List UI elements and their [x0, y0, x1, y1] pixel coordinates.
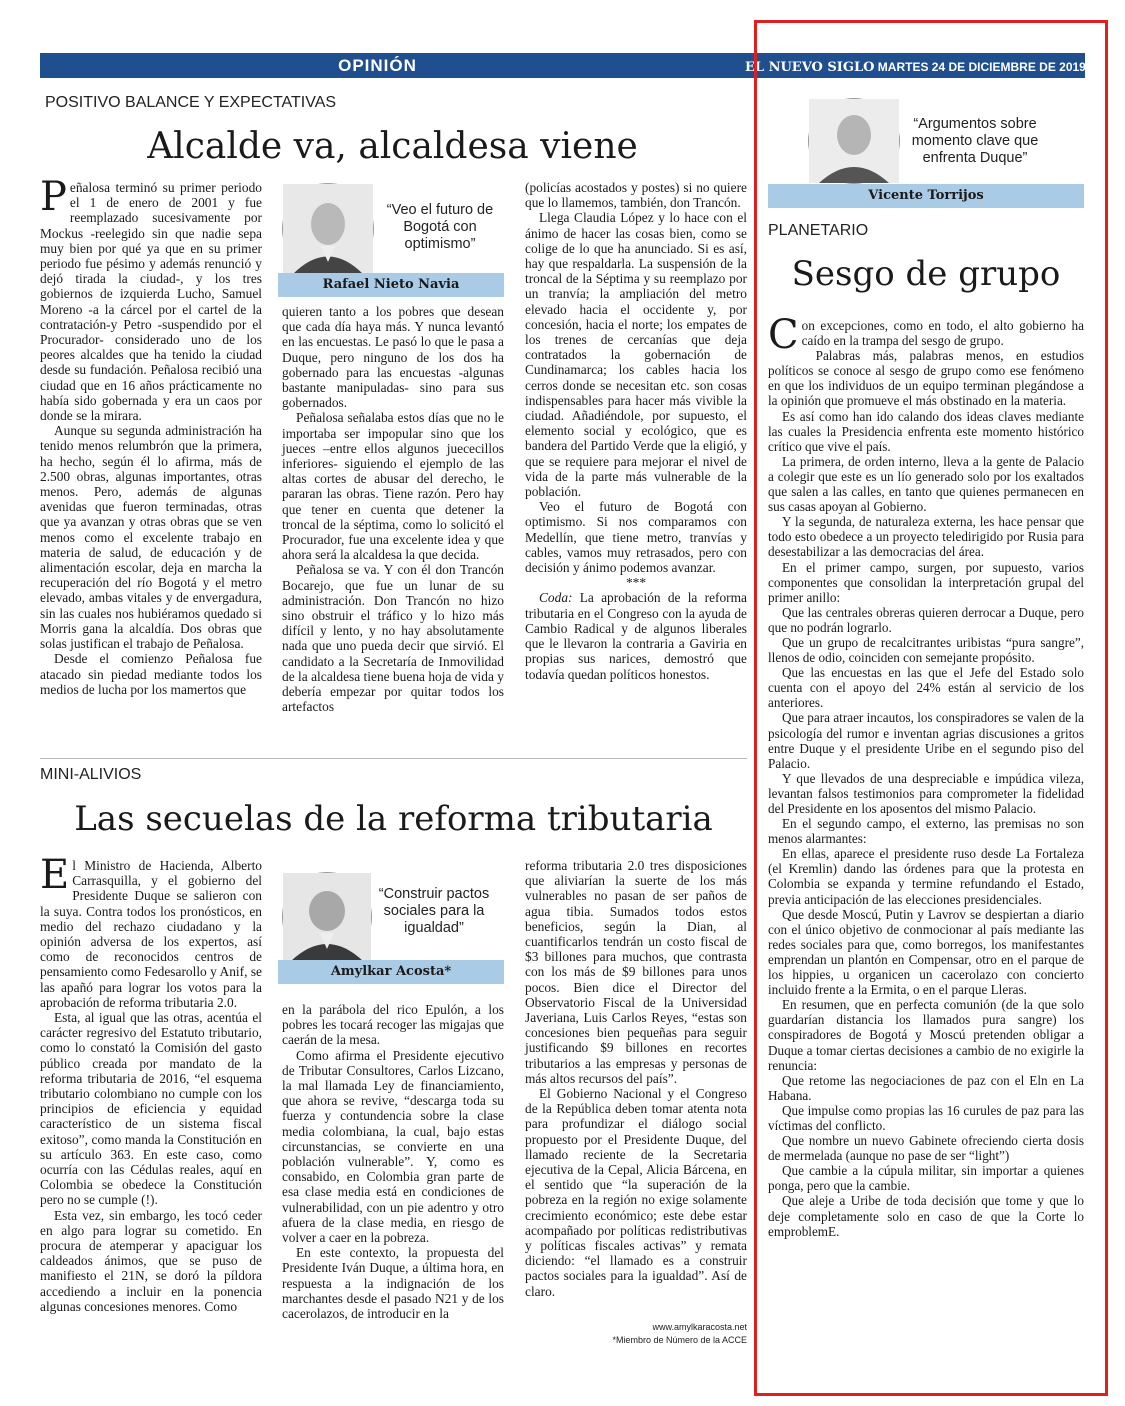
article3-paragraph: Que las centrales obreras quieren derrocar a Duque, pero que no podrán lograrlo.	[768, 604, 1084, 635]
article1-headline: Alcalde va, alcaldesa viene	[147, 126, 638, 167]
article3-body: Con excepciones, como en todo, el alto gobierno ha caído en la trampa del sesgo de grupo. Palabras más, palabras menos, en estudios políticos se conoce al sesgo de grupo como ese fenómeno en que los individuos de un equipo terminan plegándose a la opinión que promueve el más obstinado en la materia. Es así como han ido calando dos ideas claves mediante las cuales la Presidencia enfrenta este momento histórico crítico que vive el país. La primera, de orden interno, lleva a la gente de Palacio a colegir que este es un lío generado solo por los exaltados que salen a las calles, en tanto que quienes permanecen en sus casas apoyan al Gobierno. Y la segunda, de naturaleza externa, les hace pensar que todo esto obedece a un proyecto teledirigido por Rusia para desestabilizar a las democracias del área. En el primer campo, surgen, por supuesto, varios componentes que consolidan la interpretación grupal del primer anillo: Que las centrales obreras quieren derrocar a Duque, pero que no podrán lograrlo. Que un grupo de recalcitrantes uribistas “pura sangre”, llenos de odio, coinciden con semejante propósito. Que las encuestas en las que el Jefe del Estado solo cuenta con el apoyo del 24% están al servicio de los anteriores. Que para atraer incautos, los conspiradores se valen de la psicología del rumor e inventan agrias discusiones a gritos entre Duque y el presidente Uribe en el segundo piso del Palacio. Y que llevados de una despreciable e impúdica vileza, levantan falsos testimonios para comprometer la fidelidad del Presidente en los aposentos del mismo Palacio. En el segundo campo, el externo, las premisas no son menos alarmantes: En ellas, aparece el presidente ruso desde La Fortaleza (el Kremlin) dando las órdenes para que la protesta en Colombia se expanda y termine refundando el Estado, previa anticipación de las elecciones presidenciales. Que desde Moscú, Putin y Lavrov se despiertan a diario con el único objetivo de conmocionar al país mediante las redes sociales para que, como borregos, los manifestantes emprendan un plantón en Compensar, otro en el parque de los hippies, u organicen un cacerolazo con concierto incluido frente a la Ermita, o en el parque Lleras. En resumen, que en perfecta comunión (de la que solo guardarían distancia los llamados pura sangre) los conspiradores de Bogotá y Moscú pretenden obligar a Duque a tomar ciertas decisiones a cambio de no exigirle la renuncia: Que retome las negociaciones de paz con el Eln en La Habana. Que impulse como propias las 16 curules de paz para las víctimas del conflicto. Que nombre un nuevo Gabinete ofreciendo cierta dosis de mermelada (aunque no pase de ser “light”) Que cambie a la cúpula militar, sin importar a quienes ponga, pero que la cambie. Que aleje a Uribe de toda decisión que tome y que lo deje completamente solo en caso de que la Corte lo emproblemE.	[768, 312, 1084, 1239]
dropcap: E	[40, 852, 70, 898]
portrait-icon	[283, 873, 371, 961]
article1-pull-quote: “Veo el futuro de Bogotá con optimismo”	[386, 202, 494, 252]
article3-paragraph: Que aleje a Uribe de toda decisión que tome y que lo deje completamente solo en caso de que la Corte lo emproblemE.	[768, 1193, 1084, 1239]
article2-column-2: en la parábola del rico Epulón, a los pobres les tocará recoger las migajas que caerán de la mesa. Como afirma el Presidente ejecutivo de Tributar Consultores, Carlos Lizcano, la mal llamada Ley de financiamiento, que ahora se revive, “descarga toda su fuerza y contundencia sobre la clase media colombiana, la cual, bajo estas circunstancias, se convierte en una población vulnerable”. Y, como es consabido, en Colombia gran parte de esa clase media está en condiciones de vulnerabilidad, con un pie adentro y otro afuera de la clase media, en riesgo de volver a caer en la pobreza. En este contexto, la propuesta del Presidente Iván Duque, a última hora, en respuesta a la indignación de los marchantes desde el pasado N21 y de los cacerolazos, de introducir en la	[282, 1002, 504, 1322]
highlight-box	[754, 20, 1108, 1396]
article2-kicker: MINI-ALIVIOS	[40, 766, 142, 783]
page-number: 9A	[1099, 55, 1123, 75]
article3-byline: Vicente Torrijos	[768, 184, 1084, 208]
article3-paragraph: Que para atraer incautos, los conspiradores se valen de la psicología del rumor e inventan agrias discusiones a gritos entre Duque y el presidente Uribe en el segundo piso del Palacio.	[768, 710, 1084, 771]
article2-headline: Las secuelas de la reforma tributaria	[74, 799, 713, 839]
article3-paragraph: En el primer campo, surgen, por supuesto, varios componentes que consolidan la interpretación grupal del primer anillo:	[768, 559, 1084, 605]
issue-date: MARTES 24 DE DICIEMBRE DE 2019	[877, 60, 1086, 74]
article3-paragraph: Y que llevados de una despreciable e impúdica vileza, levantan falsos testimonios para comprometer la fidelidad del Presidente en los aposentos del mismo Palacio.	[768, 770, 1084, 816]
article1-column-3: (policías acostados y postes) si no quiere que lo llamemos, también, don Trancón. Llega Claudia López y lo hace con el ánimo de hacer las cosas bien, como se colige de lo que ha anunciado. Si es así, hay que respaldarla. La suspensión de la troncal de la Séptima y su reemplazo por un tranvía; la ampliación del metro elevado hacia el occidente y, por concesión, hacia el norte; los empates de los trenes de cercanías que deja contratados la gobernación de Cundinamarca; los cables hacia los cerros donde se necesitan etc. son cosas indispensables para hacer más vivible la ciudad. Añadiéndole, por supuesto, el elemento social y ecológico, que es bandera del Partido Verde que la eligió, y que se requiere para mejorar el nivel de vida de la parte más vulnerable de la población. Veo el futuro de Bogotá con optimismo. Si nos comparamos con Medellín, que tiene metro, tranvías y cables, vamos muy retrasados, pero con decisión y ánimo podemos avanzar. *** Coda: La aprobación de la reforma tributaria en el Congreso con la ayuda de Cambio Radical y de algunos liberales que le llevaron la contraria a Gaviria en propias sus narices, demostró que todavía quedan políticos honestos.	[525, 180, 747, 682]
article1-byline: Rafael Nieto Navia	[278, 273, 504, 297]
article3-paragraph: La primera, de orden interno, lleva a la gente de Palacio a colegir que este es un lío generado solo por los exaltados que salen a las calles, en tanto que quienes permanecen en sus casas apoyan al Gobierno.	[768, 453, 1084, 515]
article3-paragraph: Que nombre un nuevo Gabinete ofreciendo cierta dosis de mermelada (aunque no pase de ser “light”)	[768, 1133, 1084, 1164]
article3-paragraph: Que un grupo de recalcitrantes uribistas “pura sangre”, llenos de odio, coinciden con semejante propósito.	[768, 634, 1084, 666]
section-divider	[40, 758, 747, 759]
article3-paragraph: Que cambie a la cúpula militar, sin importar a quienes ponga, pero que la cambie.	[768, 1163, 1084, 1194]
section-title: OPINIÓN	[338, 56, 417, 75]
article3-paragraph: Palabras más, palabras menos, en estudios políticos se conoce al sesgo de grupo como ese fenómeno en que los individuos de un equipo terminan plegándose a la opinión que promueve el más obstinado en la materia.	[768, 348, 1084, 409]
article3-paragraph: En ellas, aparece el presidente ruso desde La Fortaleza (el Kremlin) dando las órdenes para que la protesta en Colombia se expanda y termine refundando el Estado, previa anticipación de las elecciones presidenciales.	[768, 846, 1084, 907]
article1-column-2: quieren tanto a los pobres que desean que cada día haya más. Y nunca levantó en las encuestas. Le pasó lo que le pasa a Duque, pero ninguno de los dos ha gobernado para las encuestas -algunas bastante manipuladas- sino para sus gobernados. Peñalosa señalaba estos días que no le importaba ser impopular sino que los jueces –entre ellos algunos juececillos inferiores- siguiendo el ejemplo de las altas cortes de abusar del derecho, le pararan las obras. Tiene razón. Pero hay que tener en cuenta que detener la troncal de la séptima, como lo solicitó el Procurador, fue una excelente idea y que ahora será la alcaldesa la que decida. Peñalosa se va. Y con él don Trancón Bocarejo, que fue un lunar de su administración. Don Trancón no hizo sino obstruir el tráfico y lo hizo más difícil y lento, y no hay absolutamente nada que uno pueda decir que sirvió. El candidato a la Secretaría de Inmovilidad de la alcaldesa tiene buena hoja de vida y debería empezar por quitar todos los artefactos	[282, 304, 504, 715]
article3-paragraph: Que impulse como propias las 16 curules de paz para las víctimas del conflicto.	[768, 1102, 1084, 1133]
article3-paragraph: Que desde Moscú, Putin y Lavrov se despiertan a diario con el único objetivo de conmocionar al país mediante las redes sociales para que, como borregos, los manifestantes emprendan un plantón en Compensar, otro en el parque de los hippies, u organicen un cacerolazo con concierto incluido frente a la Ermita, o en el parque Lleras.	[768, 906, 1084, 998]
article3-paragraph: Es así como han ido calando dos ideas claves mediante las cuales la Presidencia enfrenta este momento histórico crítico que vive el país.	[768, 408, 1084, 454]
article3-paragraph: Y la segunda, de naturaleza externa, les hace pensar que todo esto obedece a un proyecto teledirigido por Rusia para desestabilizar a las democracias del área.	[768, 514, 1084, 560]
article1-kicker: POSITIVO BALANCE Y EXPECTATIVAS	[45, 94, 337, 111]
coda-label: Coda:	[539, 590, 573, 606]
article2-pull-quote: “Construir pactos sociales para la igualdad”	[378, 886, 490, 936]
article3-kicker: PLANETARIO	[768, 222, 869, 239]
author-footnote: *Miembro de Número de la ACCE	[612, 1335, 747, 1345]
separator: ***	[625, 575, 647, 591]
article3-paragraph: Que las encuestas en las que el Jefe del Estado solo cuenta con el apoyo del 24% están al servicio de los anteriores.	[768, 665, 1084, 711]
article2-byline: Amylkar Acosta*	[278, 960, 504, 984]
paper-name: EL NUEVO SIGLO	[745, 60, 875, 75]
article3-paragraph: En el segundo campo, el externo, las premisas no son menos alarmantes:	[768, 816, 1084, 847]
author-photo-amylkar	[282, 872, 372, 962]
article3-pull-quote: “Argumentos sobre momento clave que enfrenta Duque”	[911, 116, 1039, 166]
dropcap: P	[40, 174, 67, 220]
article3-paragraph: Que retome las negociaciones de paz con el Eln en La Habana.	[768, 1072, 1084, 1103]
article3-paragraph: En resumen, que en perfecta comunión (de la que solo guardarían distancia los llamados pura sangre) los conspiradores de Bogotá y Moscú pretenden obligar a Duque a tomar ciertas decisiones a cambio de no exigirle la renuncia:	[768, 997, 1084, 1073]
article2-column-3: reforma tributaria 2.0 tres disposiciones que aliviarían la suerte de los más vulnerables no pasan de ser paños de agua tibia. Sumados todos estos beneficios, según la Dian, al cuantificarlos tendrán un costo fiscal de $3 billones para muchos, que contrasta con los más de $9 billones para unos pocos. Bien dice el Director del Observatorio Fiscal de la Universidad Javeriana, Luis Carlos Reyes, “estas son concesiones bien pequeñas para seguir justificando $9 billones en recortes tributarios a las empresas y personas de más altos recursos del país”. El Gobierno Nacional y el Congreso de la República deben tomar atenta nota para profundizar el diálogo social propuesto por el Presidente Duque, del llamado reciente de la Secretaria ejecutiva de la Cepal, Alicia Bárcena, en el sentido que “la superación de la pobreza en la región no exige solamente crecimiento económico; este debe estar acompañado por políticas redistributivas y políticas fiscales activas” y remata diciendo: “el llamado es a construir pactos sociales para la igualdad”. Así de claro.	[525, 858, 747, 1299]
dropcap: C	[768, 312, 799, 358]
article1-column-1: Peñalosa terminó su primer periodo el 1 de enero de 2001 y fue reemplazado sucesivamente por Mockus -reelegido sin que nadie sepa muy bien por qué ya que en su primer periodo fue pésimo y además renunció y dejó tirada la ciudad-, y los tres gobiernos de izquierda Lucho, Samuel Moreno -a la cárcel por el cartel de la contratación-y Petro -suspendido por el Procurador- considerado uno de los peores alcaldes que ha tenido la ciudad desde su fundación. Peñalosa recibió una ciudad que en 16 años prácticamente no había sido gobernada y era un caos por donde se la mirara. Aunque su segunda administración ha tenido menos relumbrón que la primera, ha hecho, según él lo afirma, más de 2.500 obras, algunas importantes, otras menos. Pero, además de algunas avenidas que fueron terminadas, otras que ya avanzan y otras obras que se ven menos como el excelente trabajo en materia de salud, de educación y de alimentación escolar, deja en marcha la recuperación del río Bogotá y el metro elevado, ambas vitales y de envergadura, sin las cuales nos hubiéramos quedado si Morris gana la alcaldía. Dos obras que solas justifican el trabajo de Peñalosa. Desde el comienzo Peñalosa fue atacado sin piedad mediante todos los medios de lucha por los mamertos que	[40, 174, 262, 697]
article3-headline: Sesgo de grupo	[791, 254, 1061, 294]
portrait-icon	[283, 184, 373, 274]
author-website: www.amylkaracosta.net	[652, 1322, 747, 1332]
article2-column-1: El Ministro de Hacienda, Alberto Carrasquilla, y el gobierno del Presidente Duque se salieron con la suya. Contra todos los pronósticos, en medio del rechazo ciudadano y la opinión adversa de los expertos, así como de reconocidos centros de pensamiento como Fedesarollo y Anif, se las apañó para lograr los votos para la aprobación de reforma tributaria 2.0. Esta, al igual que las otras, acentúa el carácter regresivo del Estatuto tributario, como lo constató la Comisión del gasto público creada por mandato de la reforma tributaria de 2016, “el esquema tributario colombiano no cumple con los principios de eficiencia y equidad característico de un sistema fiscal exitoso”, como manda la Constitución en su artículo 363. En este caso, como ocurría con las Cédulas reales, aquí en Colombia se obedece la Constitución pero no se cumple (!). Esta vez, sin embargo, les tocó ceder en algo para lograr su cometido. En procura de atemperar y apaciguar los caldeados ánimos, que se puso de manifiesto el 21N, se doró la píldora accediendo a incluir en la ponencia algunas concesiones menores. Como	[40, 852, 262, 1314]
author-photo-rafael	[282, 183, 374, 275]
